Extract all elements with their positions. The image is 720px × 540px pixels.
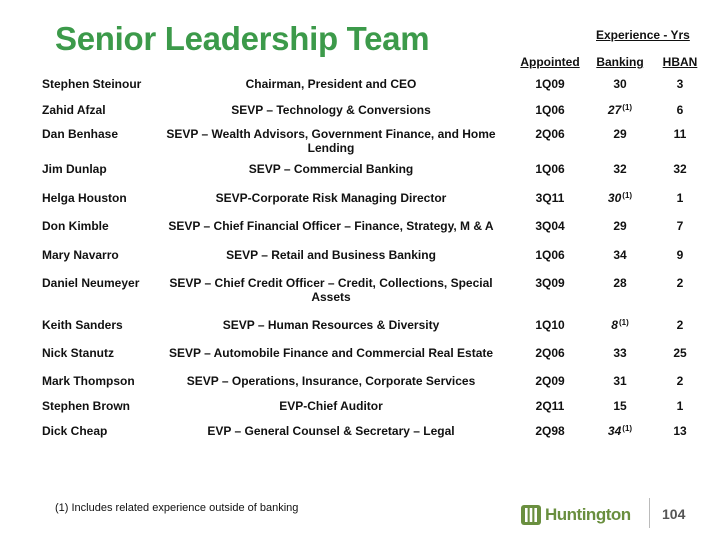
banking-value: 34: [607, 424, 622, 438]
banking-value: 29: [613, 127, 627, 141]
hban-years: 9: [676, 248, 684, 262]
banking-value: 31: [613, 374, 627, 388]
banking-years: [595, 127, 645, 141]
leader-name: Keith Sanders: [42, 318, 123, 332]
banking-value: 30: [613, 77, 627, 91]
hban-years: 2: [676, 276, 684, 290]
hban-years: 11: [673, 127, 687, 141]
banking-value: 29: [613, 219, 627, 233]
leader-role: EVP – General Counsel & Secretary – Legal: [207, 424, 455, 438]
leader-role: SEVP – Automobile Finance and Commercial Real Estate: [168, 346, 494, 360]
banking-years: [595, 219, 645, 233]
banking-value: 30: [607, 191, 622, 205]
leader-role: SEVP – Chief Credit Officer – Credit, Collections, Special Assets: [169, 276, 493, 304]
banking-value: 34: [613, 248, 627, 262]
footnote-marker: (1): [622, 191, 633, 200]
banking-years: [595, 103, 645, 117]
banking-value: 27: [607, 103, 622, 117]
appointed-value: 2Q09: [535, 374, 565, 388]
leader-role: Chairman, President and CEO: [245, 77, 417, 91]
logo-text: Huntington: [545, 505, 631, 524]
footer-divider: [649, 498, 650, 528]
leader-name: Stephen Brown: [42, 399, 131, 413]
hban-years: 2: [676, 374, 684, 388]
appointed-value: 1Q09: [535, 77, 565, 91]
leader-name: Daniel Neumeyer: [42, 276, 140, 290]
leader-role: EVP-Chief Auditor: [279, 399, 383, 413]
appointed-value: 3Q09: [535, 276, 565, 290]
banking-years: [595, 346, 645, 360]
banking-years: [595, 276, 645, 290]
banking-years: [595, 399, 645, 413]
appointed-value: 1Q06: [535, 248, 565, 262]
leader-name: Mark Thompson: [42, 374, 135, 388]
hban-years: 1: [676, 191, 684, 205]
leader-role: SEVP – Wealth Advisors, Government Finance, and Home Lending: [166, 127, 496, 155]
column-header-appointed: Appointed: [520, 55, 580, 69]
leader-role: SEVP – Retail and Business Banking: [226, 248, 436, 262]
appointed-value: 2Q06: [535, 127, 565, 141]
page-title: Senior Leadership Team: [55, 20, 430, 57]
huntington-logo: [521, 504, 631, 526]
appointed-value: 1Q06: [535, 162, 565, 176]
banking-years: [595, 248, 645, 262]
appointed-value: 3Q11: [535, 191, 565, 205]
banking-years: [595, 374, 645, 388]
banking-years: [595, 77, 645, 91]
hban-years: 6: [676, 103, 684, 117]
hban-years: 13: [673, 424, 687, 438]
banking-years: [595, 318, 645, 332]
leader-name: Dan Benhase: [42, 127, 119, 141]
column-header-hban: HBAN: [662, 55, 698, 69]
banking-value: 32: [613, 162, 627, 176]
leader-role: SEVP – Human Resources & Diversity: [222, 318, 440, 332]
footnote-marker: (1): [618, 318, 629, 327]
hban-years: 1: [676, 399, 684, 413]
leader-name: Zahid Afzal: [42, 103, 106, 117]
leader-role: SEVP – Technology & Conversions: [231, 103, 431, 117]
appointed-value: 2Q98: [535, 424, 565, 438]
appointed-value: 2Q11: [535, 399, 565, 413]
leader-role: SEVP – Chief Financial Officer – Finance, Strategy, M & A: [168, 219, 494, 233]
hban-years: 7: [676, 219, 684, 233]
footnote-marker: (1): [622, 103, 633, 112]
experience-header: Experience - Yrs: [596, 28, 690, 42]
banking-value: 28: [613, 276, 627, 290]
column-header-banking: Banking: [596, 55, 644, 69]
leader-role: SEVP-Corporate Risk Managing Director: [215, 191, 447, 205]
huntington-logo-icon: [521, 505, 541, 525]
hban-years: 32: [673, 162, 687, 176]
appointed-value: 1Q06: [535, 103, 565, 117]
hban-years: 2: [676, 318, 684, 332]
appointed-value: 3Q04: [535, 219, 565, 233]
leader-name: Dick Cheap: [42, 424, 108, 438]
leader-name: Stephen Steinour: [42, 77, 142, 91]
banking-value: 8: [611, 318, 618, 332]
leader-name: Jim Dunlap: [42, 162, 107, 176]
banking-value: 33: [613, 346, 627, 360]
footnote: (1) Includes related experience outside of banking: [55, 502, 299, 514]
banking-years: [595, 191, 645, 205]
banking-years: [595, 162, 645, 176]
hban-years: 25: [673, 346, 687, 360]
hban-years: 3: [676, 77, 684, 91]
appointed-value: 2Q06: [535, 346, 565, 360]
leader-name: Mary Navarro: [42, 248, 119, 262]
leader-name: Don Kimble: [42, 219, 109, 233]
leader-name: Helga Houston: [42, 191, 127, 205]
leader-role: SEVP – Operations, Insurance, Corporate Services: [186, 374, 476, 388]
page-number: 104: [662, 506, 686, 522]
banking-years: [595, 424, 645, 438]
appointed-value: 1Q10: [535, 318, 565, 332]
footnote-marker: (1): [622, 424, 633, 433]
leader-role: SEVP – Commercial Banking: [248, 162, 414, 176]
leader-name: Nick Stanutz: [42, 346, 115, 360]
banking-value: 15: [613, 399, 627, 413]
